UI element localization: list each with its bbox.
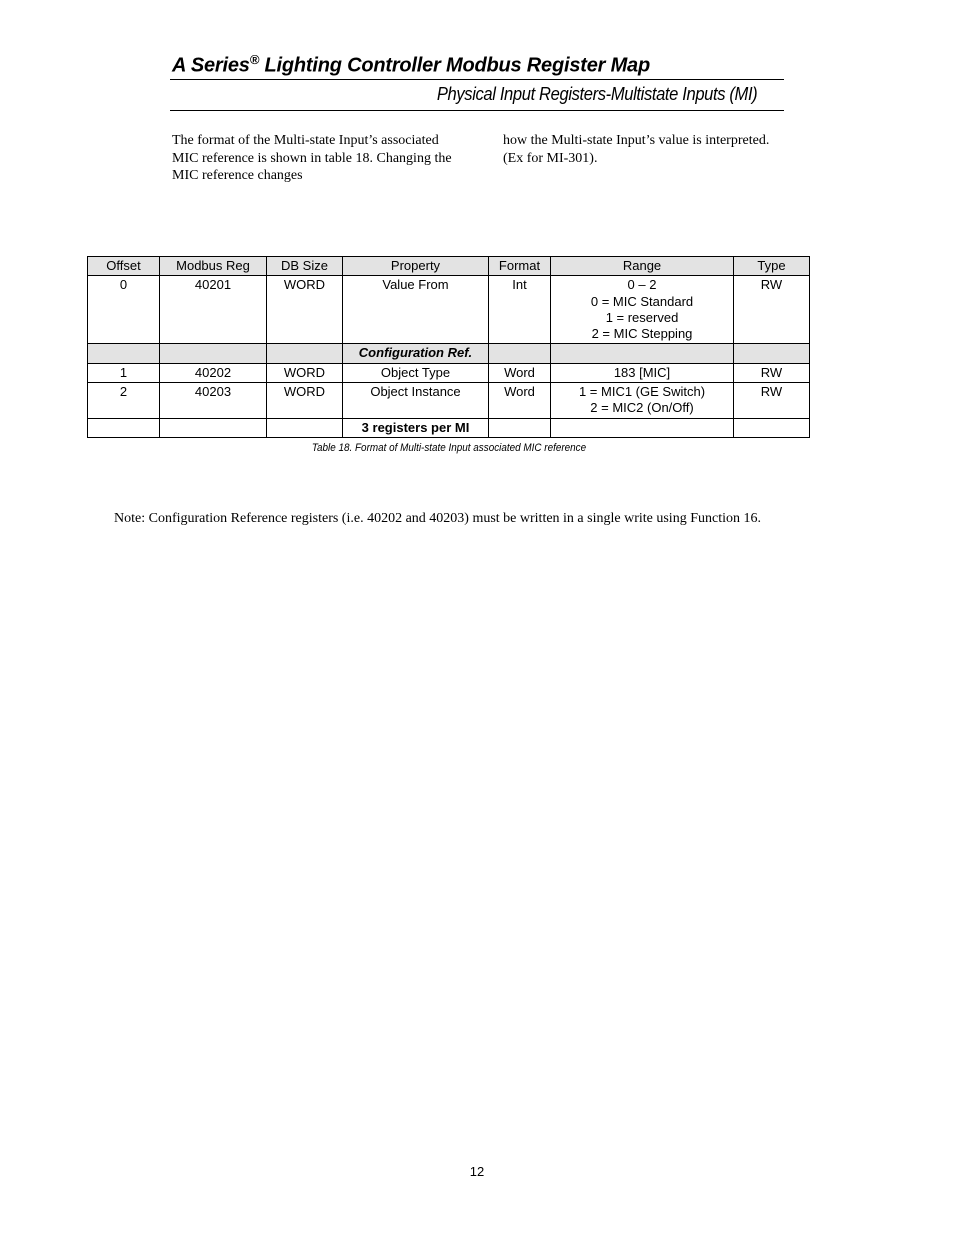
cell-type: RW xyxy=(734,276,810,344)
cell-range xyxy=(551,383,734,419)
table-row xyxy=(88,276,810,344)
cell-type xyxy=(734,344,810,363)
cell-range xyxy=(551,418,734,437)
cell-offset xyxy=(88,418,160,437)
cell-format xyxy=(489,344,551,363)
table-row-footer xyxy=(88,418,810,437)
cell-db-size: WORD xyxy=(267,383,343,419)
column-header-type: Type xyxy=(734,257,810,276)
range-line: 2 = MIC Stepping xyxy=(591,326,693,342)
column-header-property: Property xyxy=(343,257,489,276)
cell-type: RW xyxy=(734,383,810,419)
cell-format: Int xyxy=(489,276,551,344)
cell-modbus-reg xyxy=(160,344,267,363)
range-line: 0 – 2 xyxy=(627,277,657,293)
cell-property: 3 registers per MI xyxy=(343,418,489,437)
table-caption: Table 18. Format of Multi-state Input associated MIC reference xyxy=(311,442,587,454)
cell-range: 183 [MIC] xyxy=(551,363,734,382)
range-line: 2 = MIC2 (On/Off) xyxy=(590,400,694,416)
document-title xyxy=(172,52,650,78)
column-header-offset: Offset xyxy=(88,257,160,276)
cell-modbus-reg xyxy=(160,418,267,437)
cell-offset xyxy=(88,344,160,363)
cell-offset: 1 xyxy=(88,363,160,382)
section-rule xyxy=(170,110,784,111)
table-header-row xyxy=(88,257,810,276)
cell-property: Value From xyxy=(343,276,489,344)
table-row xyxy=(88,363,810,382)
range-line: 1 = reserved xyxy=(605,309,679,325)
cell-offset: 0 xyxy=(88,276,160,344)
cell-type xyxy=(734,418,810,437)
intro-paragraph-left: The format of the Multi-state Input’s associated MIC reference is shown in table 18. Changing the MIC reference changes xyxy=(172,133,452,183)
column-header-modbus-reg: Modbus Reg xyxy=(160,257,267,276)
column-header-db-size: DB Size xyxy=(267,257,343,276)
note-paragraph: Note: Configuration Reference registers (i.e. 40202 and 40203) must be written in a single write using Function 16. xyxy=(114,511,761,526)
cell-offset: 2 xyxy=(88,383,160,419)
cell-modbus-reg: 40202 xyxy=(160,363,267,382)
registered-mark: ® xyxy=(249,52,260,67)
column-header-range: Range xyxy=(551,257,734,276)
document-title-main: A Series xyxy=(172,54,250,77)
cell-property: Object Instance xyxy=(343,383,489,419)
title-rule xyxy=(170,79,784,80)
register-table xyxy=(87,256,810,438)
section-title: Physical Input Registers-Multistate Inputs (MI) xyxy=(436,84,757,104)
cell-modbus-reg: 40201 xyxy=(160,276,267,344)
cell-db-size xyxy=(267,418,343,437)
cell-modbus-reg: 40203 xyxy=(160,383,267,419)
intro-paragraph-right: how the Multi-state Input’s value is interpreted. (Ex for MI-301). xyxy=(503,133,770,166)
range-line: 0 = MIC Standard xyxy=(590,293,694,309)
document-title-rest: Lighting Controller Modbus Register Map xyxy=(259,54,650,77)
cell-property: Object Type xyxy=(343,363,489,382)
cell-format: Word xyxy=(489,363,551,382)
column-header-format: Format xyxy=(489,257,551,276)
cell-db-size: WORD xyxy=(267,363,343,382)
cell-range xyxy=(551,276,734,344)
cell-format xyxy=(489,418,551,437)
cell-db-size: WORD xyxy=(267,276,343,344)
cell-format: Word xyxy=(489,383,551,419)
cell-property: Configuration Ref. xyxy=(343,344,489,363)
cell-range xyxy=(551,344,734,363)
page-number: 12 xyxy=(469,1164,485,1179)
cell-db-size xyxy=(267,344,343,363)
range-line: 1 = MIC1 (GE Switch) xyxy=(578,384,706,400)
table-row-section xyxy=(88,344,810,363)
cell-type: RW xyxy=(734,363,810,382)
table-row xyxy=(88,383,810,419)
